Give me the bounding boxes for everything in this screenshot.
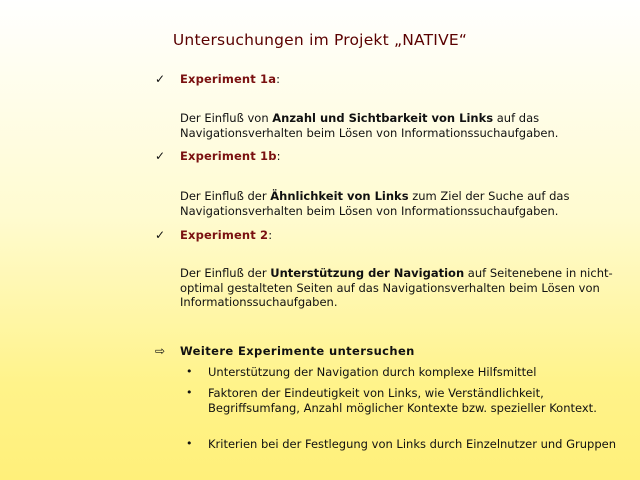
description-emphasis: Anzahl und Sichtbarkeit von Links <box>272 111 494 125</box>
experiment-colon: : <box>276 72 281 86</box>
check-icon: ✓ <box>155 228 166 242</box>
list-item: Unterstützung der Navigation durch komplexe Hilfsmittel <box>208 365 537 379</box>
experiment-colon: : <box>268 228 273 242</box>
slide-title: Untersuchungen im Projekt „NATIVE“ <box>172 31 468 49</box>
arrow-right-icon: ⇨ <box>155 344 166 358</box>
description-text: auf Seitenebene in nicht-optimal gestalteten Seiten auf das Navigationsverhalten beim Lösen von Informationssuchaufgaben. <box>180 266 613 309</box>
experiment-colon: : <box>276 149 281 163</box>
list-item: Faktoren der Eindeutigkeit von Links, wie Verständlichkeit, Begriffsumfang, Anzahl möglicher Kontexte bzw. spezieller Kontext. <box>208 386 597 415</box>
description-emphasis: Unterstützung der Navigation <box>270 266 465 280</box>
list-item: Kriterien bei der Festlegung von Links durch Einzelnutzer und Gruppen <box>208 437 617 451</box>
experiment-label: Experiment 2 <box>180 228 269 242</box>
check-icon: ✓ <box>155 72 166 86</box>
bullet-icon: • <box>186 365 193 378</box>
experiment-heading <box>180 149 620 164</box>
experiment-heading <box>180 228 620 243</box>
description-text: zum Ziel der Suche auf das Navigationsverhalten beim Lösen von Informationssuchaufgaben. <box>180 189 570 218</box>
description-text: Der Einfluß der <box>180 189 271 203</box>
description-emphasis: Ähnlichkeit von Links <box>270 189 409 203</box>
experiment-description <box>180 189 620 218</box>
description-text: Der Einfluß von <box>180 111 273 125</box>
bullet-icon: • <box>186 437 193 450</box>
experiment-heading <box>180 72 620 87</box>
experiment-description <box>180 111 620 140</box>
bullet-icon: • <box>186 386 193 399</box>
experiment-label: Experiment 1a <box>180 72 277 86</box>
section-heading: Weitere Experimente untersuchen <box>180 344 415 358</box>
description-text: Der Einfluß der <box>180 266 271 280</box>
check-icon: ✓ <box>155 149 166 163</box>
experiment-description <box>180 266 620 310</box>
description-text: auf das Navigationsverhalten beim Lösen von Informationssuchaufgaben. <box>180 111 559 140</box>
experiment-label: Experiment 1b <box>180 149 277 163</box>
